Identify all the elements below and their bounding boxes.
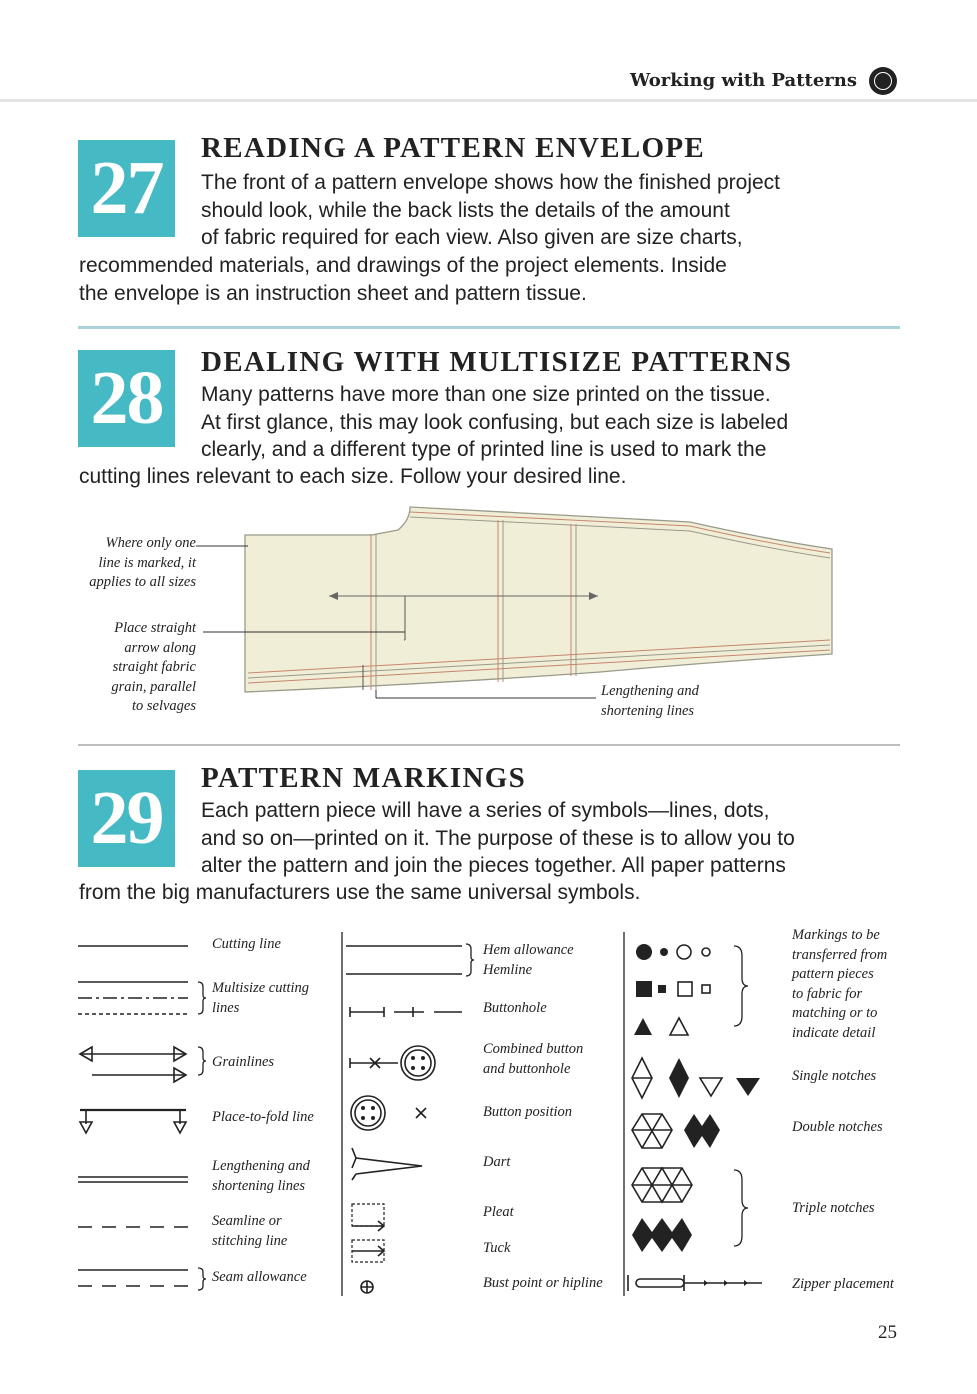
label-buttonhole: Buttonhole	[483, 1000, 547, 1016]
section-28-line: cutting lines relevant to each size. Follow your desired line.	[79, 465, 627, 488]
section-number-29: 29	[78, 770, 175, 867]
label-bust-point: Bust point or hipline	[483, 1275, 603, 1291]
label-double-notches: Double notches	[792, 1119, 883, 1135]
section-title-29: PATTERN MARKINGS	[201, 762, 527, 794]
section-29-line: from the big manufacturers use the same universal symbols.	[79, 881, 641, 904]
running-head: Working with Patterns	[630, 70, 857, 91]
label-button-position: Button position	[483, 1104, 573, 1120]
section-number-27: 27	[78, 140, 175, 237]
label-pleat: Pleat	[483, 1204, 514, 1220]
section-27-line: The front of a pattern envelope shows how the finished project	[201, 171, 781, 194]
section-27-line: of fabric required for each view. Also given are size charts,	[201, 226, 743, 249]
section-29-line: Each pattern piece will have a series of symbols—lines, dots,	[201, 799, 770, 822]
label-tuck: Tuck	[483, 1240, 511, 1256]
section-title-28: DEALING WITH MULTISIZE PATTERNS	[201, 346, 793, 378]
section-28-line: At first glance, this may look confusing, but each size is labeled	[201, 411, 789, 434]
label-seamline: Seamline or stitching line	[212, 1213, 288, 1249]
section-title-27: READING A PATTERN ENVELOPE	[201, 132, 706, 164]
section-27-line: should look, while the back lists the details of the amount	[201, 199, 730, 222]
section-27-line: recommended materials, and drawings of the project elements. Inside	[79, 254, 727, 277]
section-28-line: clearly, and a different type of printed line is used to mark the	[201, 438, 767, 461]
label-dart: Dart	[483, 1154, 511, 1170]
label-markings: Markings to be transferred from pattern pieces to fabric for matching or to indicate detail	[792, 927, 888, 1041]
caption-lengthening: Lengthening and shortening lines	[601, 683, 699, 719]
section-29-line: and so on—printed on it. The purpose of these is to allow you to	[201, 827, 795, 850]
label-place-to-fold: Place-to-fold line	[212, 1109, 314, 1125]
label-zipper: Zipper placement	[792, 1276, 894, 1292]
label-multisize: Multisize cutting lines	[212, 980, 310, 1016]
caption-straight-arrow: Place straight arrow along straight fabric grain, parallel to selvages	[111, 620, 196, 714]
section-29-line: alter the pattern and join the pieces together. All paper patterns	[201, 854, 786, 877]
label-lengthening: Lengthening and shortening lines	[212, 1158, 310, 1194]
label-hem: Hem allowance Hemline	[483, 942, 574, 978]
label-single-notches: Single notches	[792, 1068, 877, 1084]
page-number: 25	[878, 1322, 897, 1343]
section-28-line: Many patterns have more than one size printed on the tissue.	[201, 383, 771, 406]
label-seam-allowance: Seam allowance	[212, 1269, 307, 1285]
label-triple-notches: Triple notches	[792, 1200, 875, 1216]
section-27-line: the envelope is an instruction sheet and pattern tissue.	[79, 282, 587, 305]
section-number-28: 28	[78, 350, 175, 447]
caption-one-line: Where only one line is marked, it applies to all sizes	[89, 535, 196, 590]
label-combined: Combined button and buttonhole	[483, 1041, 584, 1077]
label-cutting-line: Cutting line	[212, 936, 281, 952]
label-grainlines: Grainlines	[212, 1054, 275, 1070]
